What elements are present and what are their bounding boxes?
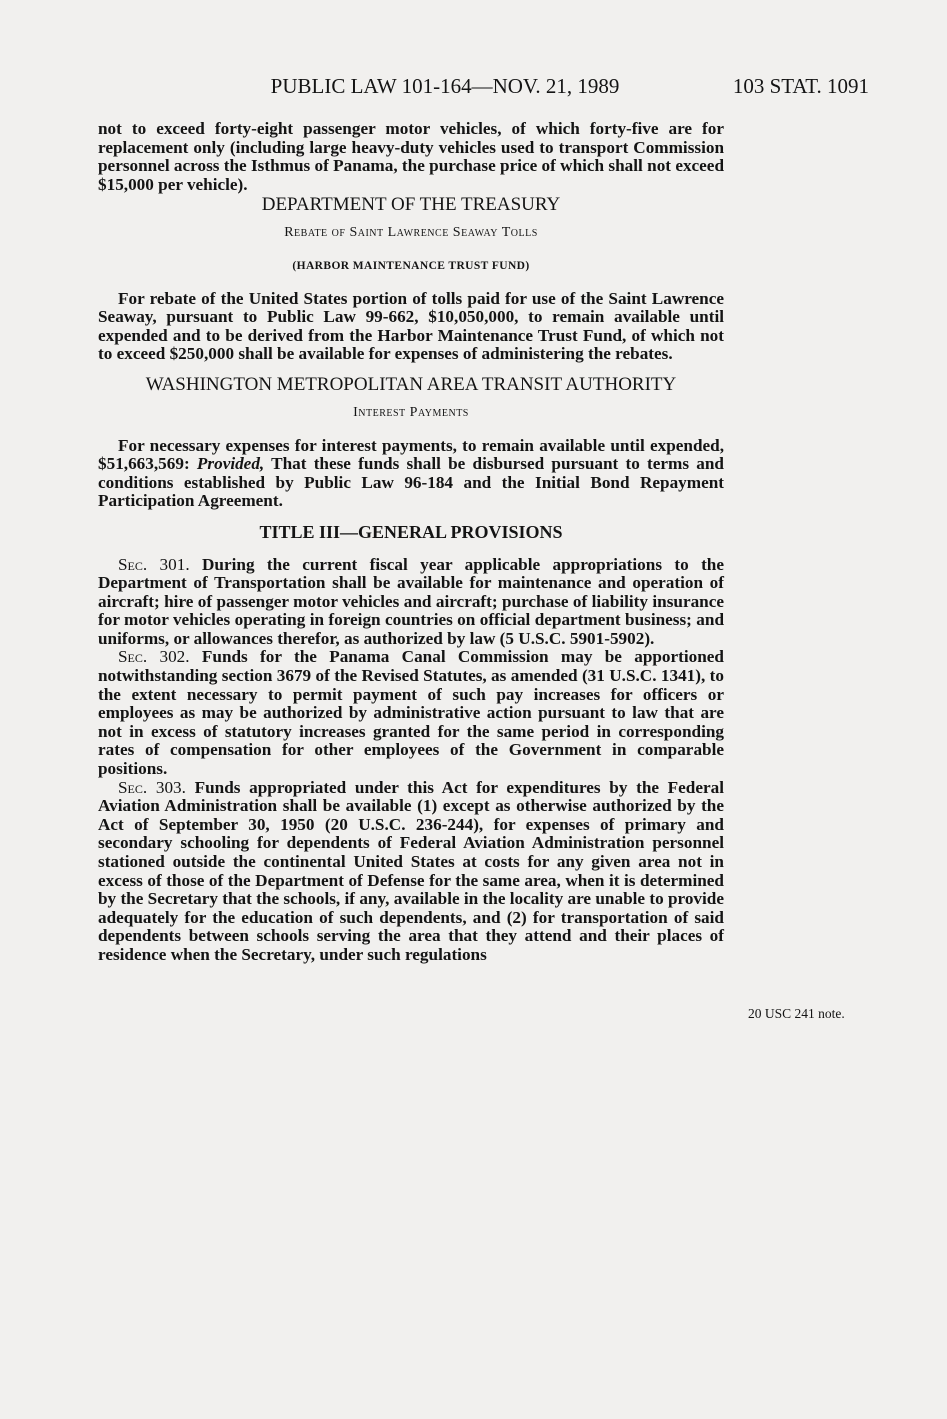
body-text [98,120,724,965]
sec-302-label: Sec. 302. [118,647,190,667]
sec-301-label: Sec. 301. [118,554,190,574]
sec-301 [98,556,724,649]
treasury-paragraph: For rebate of the United States portion of tolls paid for use of the Saint Lawrence Seaway, pursuant to Public Law 99-662, $10,050,000, to remain available until expended and to be derived from the Harbor Maintenance Trust Fund, of which not to exceed $250,000 shall be available for expenses of administering the rebates. [98,288,724,364]
wmata-heading: WASHINGTON METROPOLITAN AREA TRANSIT AUTHORITY [145,373,677,395]
title-iii-heading: TITLE III—GENERAL PROVISIONS [259,521,563,542]
sec-303 [98,779,724,965]
intro-paragraph: not to exceed forty-eight passenger motor vehicles, of which forty-five are for replacement only (including large heavy-duty vehicles used to transport Commission personnel across the Isthmus of Panama, the purchase price of which shall not exceed $15,000 per vehicle). [98,119,724,194]
treasury-fund-label: (HARBOR MAINTENANCE TRUST FUND) [292,259,530,272]
wmata-text-2: That these funds shall be disbursed pursuant to terms and conditions established by Public Law 96-184 and the Initial Bond Repayment Participation Agreement. [98,454,724,511]
wmata-paragraph [98,437,724,511]
running-header [0,74,947,104]
header-stat-page: 103 STAT. 1091 [732,74,869,98]
sec-303-label: Sec. 303. [118,777,186,797]
sec-301-text: During the current fiscal year applicable appropriations to the Department of Transportation shall be available for maintenance and operation of aircraft; hire of passenger motor vehicles and aircraft; purchase of liability insurance for motor vehicles operating in foreign countries on official department business; and uniforms, or allowances therefor, as authorized by law (5 U.S.C. 5901-5902). [98,554,724,648]
margin-note: 20 USC 241 note. [748,1006,845,1021]
treasury-heading: DEPARTMENT OF THE TREASURY [261,194,561,216]
sec-303-text: Funds appropriated under this Act for expenditures by the Federal Aviation Administration shall be available (1) except as otherwise authorized by the Act of September 30, 1950 (20 U.S.C. 236-244), for expenses of primary and secondary schooling for dependents of Federal Aviation Administration personnel stationed outside the continental United States at costs for any given area not in excess of those of the Department of Defense for the same area, when it is determined by the Secretary that the schools, if any, available in the locality are unable to provide adequately for the education of such dependents, and (2) for transportation of said dependents between schools serving the area that they attend and their places of residence when the Secretary, under such regulations [98,777,724,964]
sec-302-text: Funds for the Panama Canal Commission may be apportioned notwithstanding section 3679 of the Revised Statutes, as amended (31 U.S.C. 1341), to the extent necessary to permit payment of such pay increases for officers or employees as may be authorized by administrative action pursuant to law that are not in excess of statutory increases granted for the same period in corresponding rates of compensation for other employees of the Government in comparable positions. [98,647,724,779]
sec-302 [98,648,724,778]
wmata-text-1: For necessary expenses for interest payments, to remain available until expended, $51,663,569: [98,435,724,474]
header-public-law: PUBLIC LAW 101-164—NOV. 21, 1989 [270,74,620,98]
treasury-subheading: Rebate of Saint Lawrence Seaway Tolls [284,225,538,241]
wmata-provided: Provided, [196,454,265,474]
wmata-subheading: Interest Payments [353,404,469,420]
